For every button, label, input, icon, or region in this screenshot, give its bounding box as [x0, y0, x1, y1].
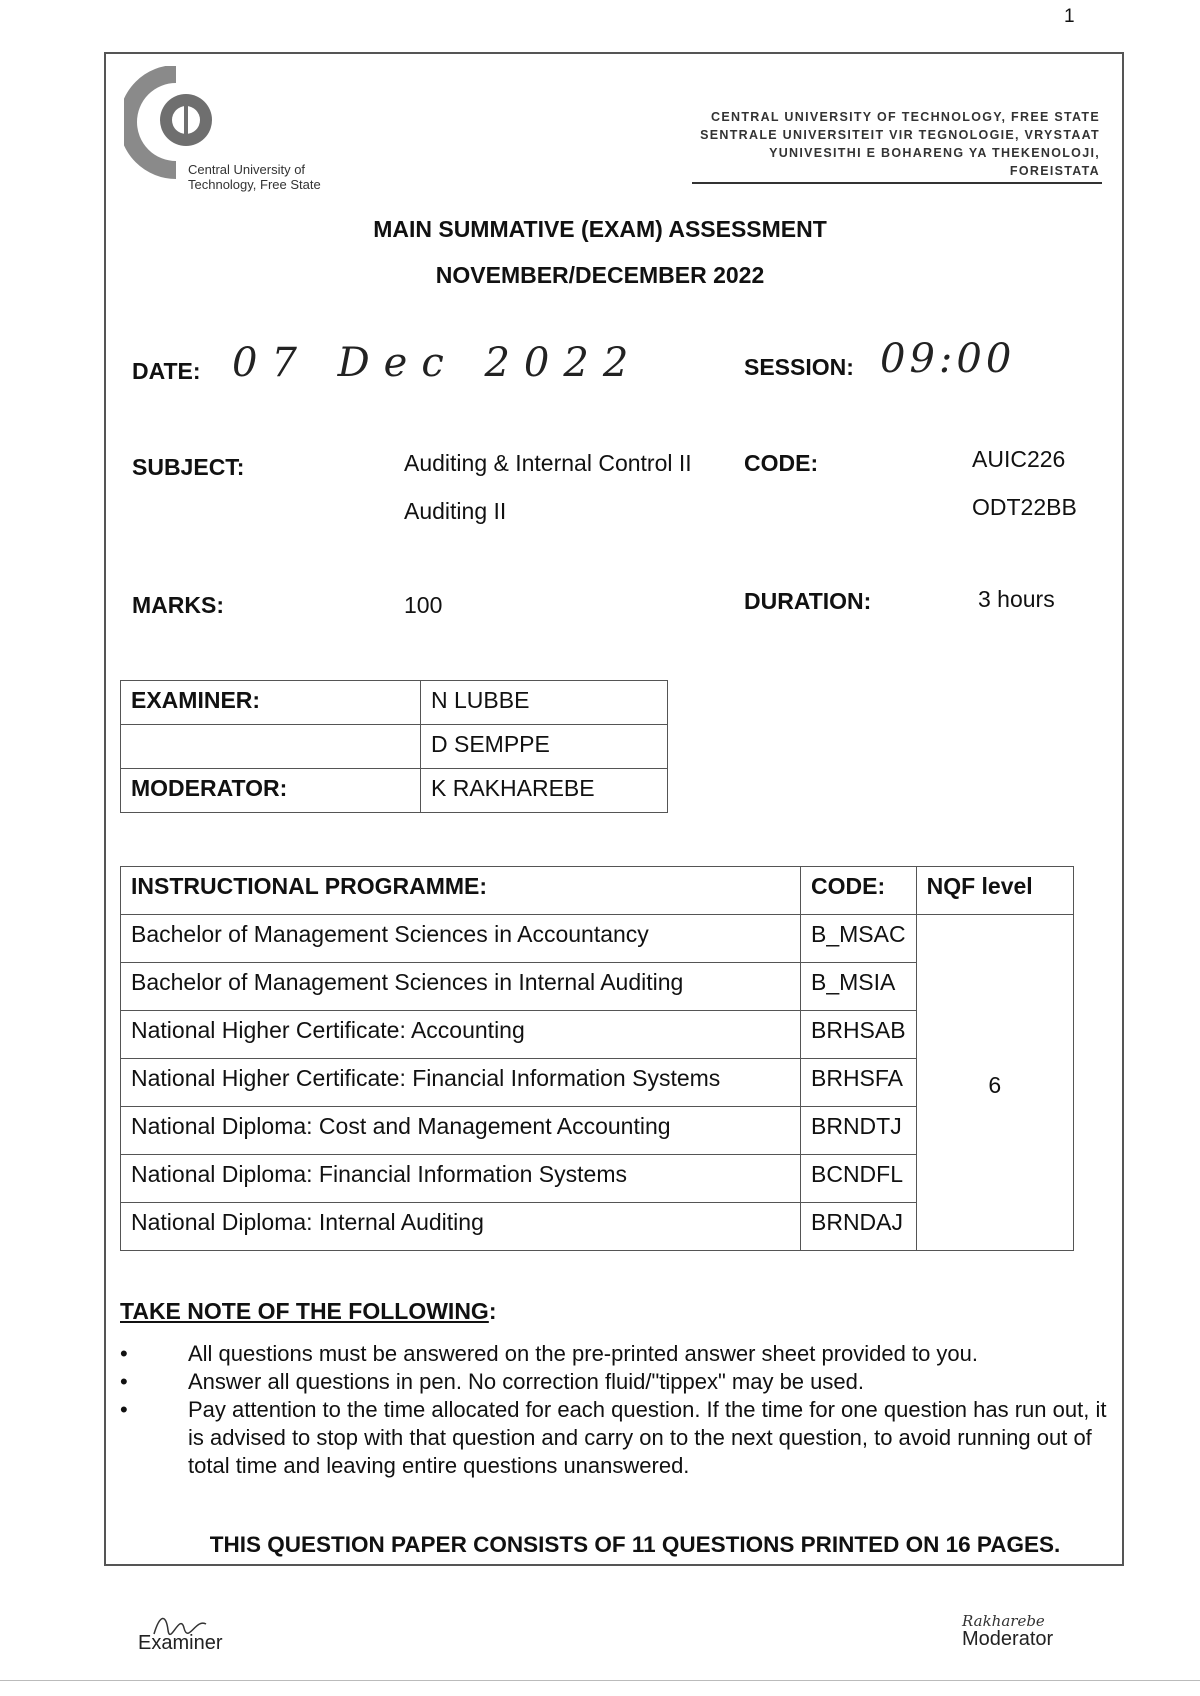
moderator-signature: Rakharebe — [962, 1612, 1045, 1630]
page-number: 1 — [1064, 6, 1075, 27]
programme-code: BRHSAB — [801, 1011, 917, 1059]
moderator-sign-label: Moderator — [962, 1628, 1054, 1650]
take-note-colon: : — [488, 1298, 497, 1324]
date-label: DATE: — [132, 358, 201, 384]
session-handwritten: 09:00 — [880, 336, 1016, 382]
exam-period: NOVEMBER/DECEMBER 2022 — [435, 262, 765, 288]
university-name-sesotho: YUNIVESITHI E BOHARENG YA THEKENOLOJI, FOREISTATA — [769, 146, 1100, 178]
bullet-icon: • — [120, 1369, 128, 1394]
subject-code-secondary: ODT22BB — [972, 494, 1077, 520]
duration-label: DURATION: — [744, 588, 872, 614]
instruction-text: All questions must be answered on the pre-printed answer sheet provided to you. — [188, 1341, 979, 1366]
subject-label: SUBJECT: — [132, 454, 245, 480]
programme-name: Bachelor of Management Sciences in Accountancy — [121, 915, 801, 963]
subject-primary: Auditing & Internal Control II — [404, 450, 692, 476]
programme-name: National Higher Certificate: Accounting — [121, 1011, 801, 1059]
marks-value: 100 — [404, 592, 443, 618]
list-item — [120, 1340, 1118, 1368]
programme-name: National Diploma: Financial Information Systems — [121, 1155, 801, 1203]
page-count-statement: THIS QUESTION PAPER CONSISTS OF 11 QUESTIONS PRINTED ON 16 PAGES. — [209, 1532, 1061, 1557]
take-note-heading-text: TAKE NOTE OF THE FOLLOWING — [120, 1298, 489, 1324]
programme-code: BRNDTJ — [801, 1107, 917, 1155]
subject-code-primary: AUIC226 — [972, 446, 1066, 472]
table-row — [121, 769, 668, 813]
programme-code: BRNDAJ — [801, 1203, 917, 1251]
bullet-icon: • — [120, 1397, 128, 1422]
staff-role: EXAMINER: — [121, 681, 421, 725]
nqf-level-value: 6 — [916, 915, 1073, 1251]
programme-name: National Diploma: Internal Auditing — [121, 1203, 801, 1251]
logo-caption-line-1: Central University of — [188, 162, 306, 177]
session-label: SESSION: — [744, 354, 854, 380]
staff-name: D SEMPPE — [421, 725, 668, 769]
programme-code: BRHSFA — [801, 1059, 917, 1107]
programme-code: B_MSAC — [801, 915, 917, 963]
staff-name: N LUBBE — [421, 681, 668, 725]
table-header-row — [121, 867, 1074, 915]
logo-caption-line-2: Technology, Free State — [188, 177, 321, 192]
table-row — [121, 915, 1074, 963]
header-divider — [692, 182, 1102, 184]
programme-header: INSTRUCTIONAL PROGRAMME: — [121, 867, 801, 915]
instructions-list — [120, 1340, 1118, 1480]
university-name-afrikaans: SENTRALE UNIVERSITEIT VIR TEGNOLOGIE, VRYSTAAT — [700, 128, 1100, 142]
programme-name: National Higher Certificate: Financial Information Systems — [121, 1059, 801, 1107]
table-row — [121, 725, 668, 769]
duration-value: 3 hours — [978, 586, 1055, 612]
programme-code: BCNDFL — [801, 1155, 917, 1203]
instruction-text: Answer all questions in pen. No correction fluid/"tippex" may be used. — [188, 1369, 864, 1394]
bullet-icon: • — [120, 1341, 128, 1366]
programme-name: National Diploma: Cost and Management Accounting — [121, 1107, 801, 1155]
code-header: CODE: — [801, 867, 917, 915]
programme-name: Bachelor of Management Sciences in Internal Auditing — [121, 963, 801, 1011]
take-note-heading — [120, 1298, 497, 1325]
staff-table — [120, 680, 668, 813]
subject-secondary: Auditing II — [404, 498, 507, 524]
logo-caption — [188, 162, 368, 192]
code-label: CODE: — [744, 450, 819, 476]
date-handwritten: 07 Dec 2022 — [232, 340, 643, 386]
exam-title: MAIN SUMMATIVE (EXAM) ASSESSMENT — [373, 216, 827, 242]
list-item — [120, 1396, 1118, 1480]
marks-label: MARKS: — [132, 592, 224, 618]
staff-role: MODERATOR: — [121, 769, 421, 813]
nqf-header: NQF level — [916, 867, 1073, 915]
programme-table — [120, 866, 1074, 1251]
examiner-sign-label: Examiner — [138, 1632, 223, 1654]
university-name-english: CENTRAL UNIVERSITY OF TECHNOLOGY, FREE STATE — [711, 110, 1100, 124]
staff-name: K RAKHAREBE — [421, 769, 668, 813]
bottom-scan-line — [0, 1680, 1200, 1681]
programme-code: B_MSIA — [801, 963, 917, 1011]
table-row — [121, 681, 668, 725]
university-logo — [124, 66, 364, 196]
instruction-text: Pay attention to the time allocated for each question. If the time for one question has run out, it is advised to stop with that question and carry on to the next question, to avoid running out of total time and leaving entire questions unanswered. — [188, 1397, 1107, 1478]
university-names — [692, 108, 1100, 180]
staff-role — [121, 725, 421, 769]
list-item — [120, 1368, 1118, 1396]
